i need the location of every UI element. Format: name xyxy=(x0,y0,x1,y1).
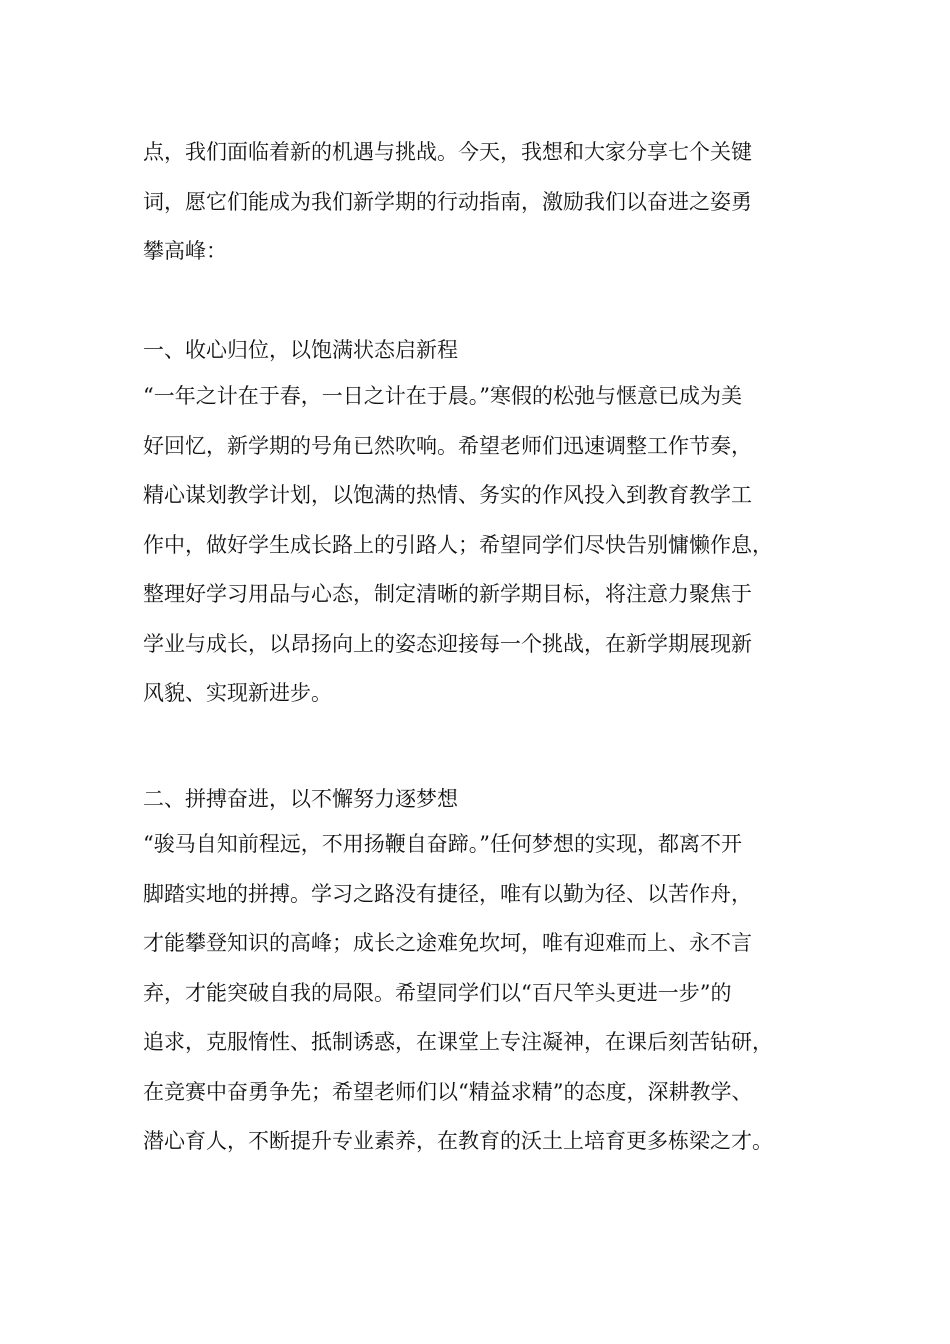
section1-line: 风貌、实现新进步。 xyxy=(143,681,332,705)
section2-paragraph xyxy=(143,820,833,1167)
section1-line: “一年之计在于春，一日之计在于晨。”寒假的松弛与惬意已成为美 xyxy=(143,384,742,408)
section2-line: 弃，才能突破自我的局限。希望同学们以“百尺竿头更进一步”的 xyxy=(143,980,732,1005)
section2-line: “骏马自知前程远，不用扬鞭自奋蹄。”任何梦想的实现，都离不开 xyxy=(143,832,742,856)
section1-line: 作中，做好学生成长路上的引路人；希望同学们尽快告别慵懒作息， xyxy=(143,532,773,557)
intro-line: 攀高峰： xyxy=(143,239,227,263)
section2-line: 潜心育人，不断提升专业素养，在教育的沃土上培育更多栋梁之才。 xyxy=(143,1129,773,1153)
section1-paragraph xyxy=(143,372,833,719)
section1-line: 整理好学习用品与心态，制定清晰的新学期目标，将注意力聚焦于 xyxy=(143,582,752,606)
intro-line: 词，愿它们能成为我们新学期的行动指南，激励我们以奋进之姿勇 xyxy=(143,189,752,214)
section2-line: 才能攀登知识的高峰；成长之途难免坎坷，唯有迎难而上、永不言 xyxy=(143,931,752,955)
section2-heading: 二、拼搏奋进，以不懈努力逐梦想 xyxy=(143,787,458,811)
intro-line: 点，我们面临着新的机遇与挑战。今天，我想和大家分享七个关键 xyxy=(143,140,752,164)
section1-line: 学业与成长，以昂扬向上的姿态迎接每一个挑战，在新学期展现新 xyxy=(143,631,752,656)
section2-line: 追求，克服惰性、抵制诱惑，在课堂上专注凝神，在课后刻苦钻研， xyxy=(143,1030,773,1054)
section2-line: 在竞赛中奋勇争先；希望老师们以“精益求精”的态度，深耕教学、 xyxy=(143,1079,753,1104)
intro-paragraph xyxy=(143,128,833,277)
section1-line: 好回忆，新学期的号角已然吹响。希望老师们迅速调整工作节奏， xyxy=(143,433,752,458)
section1-heading: 一、收心归位，以饱满状态启新程 xyxy=(143,338,458,362)
section1-line: 精心谋划教学计划，以饱满的热情、务实的作风投入到教育教学工 xyxy=(143,483,752,507)
section2-line: 脚踏实地的拼搏。学习之路没有捷径，唯有以勤为径、以苦作舟， xyxy=(143,881,752,906)
